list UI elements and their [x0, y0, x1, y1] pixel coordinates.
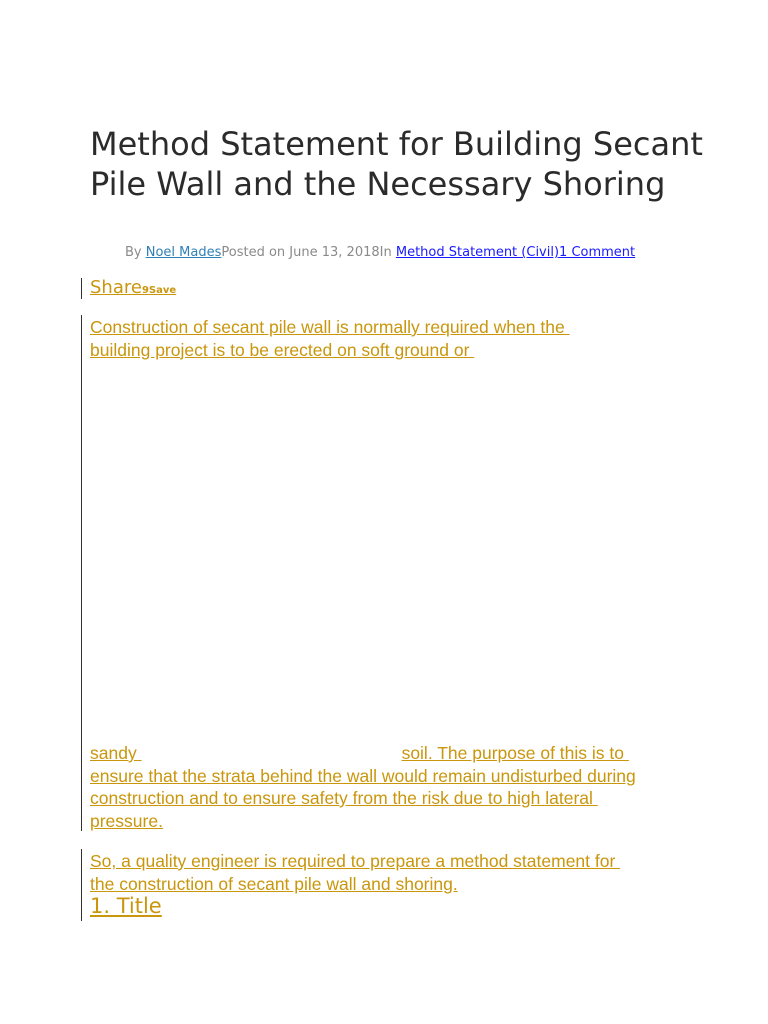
- paragraph-intro-continued: [90, 742, 690, 832]
- intro-line-5[interactable]: construction and to ensure safety from the risk due to high lateral: [90, 788, 598, 808]
- comments-link[interactable]: 1 Comment: [559, 245, 636, 260]
- intro-line-3[interactable]: soil. The purpose of this is to: [401, 743, 629, 763]
- intro-word-sandy[interactable]: sandy: [90, 743, 142, 763]
- share-count: 9: [141, 285, 149, 296]
- intro-line-4[interactable]: ensure that the strata behind the wall would remain undisturbed during: [90, 765, 636, 786]
- intro-line-6[interactable]: pressure.: [90, 810, 163, 831]
- author-link[interactable]: Noel Mades: [145, 245, 222, 260]
- save-button[interactable]: Save: [148, 285, 177, 296]
- qe-line-2[interactable]: the construction of secant pile wall and shoring.: [90, 873, 458, 894]
- meta-posted-date: Posted on June 13, 2018: [221, 245, 380, 260]
- paragraph2-quote-bar: [81, 849, 82, 921]
- intro-line-2[interactable]: building project is to be erected on soft ground or: [90, 339, 475, 360]
- qe-line-1[interactable]: So, a quality engineer is required to prepare a method statement for: [90, 851, 621, 871]
- article-meta: [125, 244, 635, 262]
- section-heading-title[interactable]: 1. Title: [90, 894, 162, 918]
- category-link[interactable]: Method Statement (Civil): [395, 245, 560, 260]
- share-button[interactable]: Share: [90, 277, 142, 298]
- meta-by-label: By: [125, 245, 146, 260]
- intro-line-1[interactable]: Construction of secant pile wall is normally required when the: [90, 317, 570, 337]
- share-quote-bar: [81, 278, 82, 299]
- share-row: [90, 277, 176, 302]
- paragraph-intro: [90, 316, 690, 361]
- meta-in-label: In: [379, 245, 396, 260]
- article-title: Method Statement for Building Secant Pile Wall and the Necessary Shoring: [90, 125, 703, 203]
- paragraph-quality-engineer: [90, 850, 690, 895]
- paragraph1-quote-bar: [81, 315, 82, 831]
